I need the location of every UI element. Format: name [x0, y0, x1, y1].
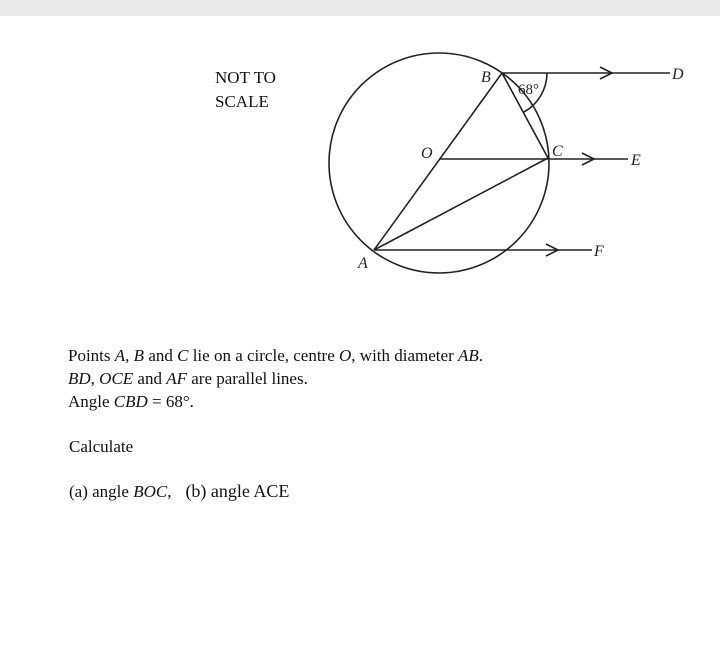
problem-line-3: Angle CBD = 68°.	[68, 392, 194, 411]
problem-line-1: Points A, B and C lie on a circle, centre O, with diameter AB.	[68, 346, 484, 365]
problem-statement	[68, 344, 483, 413]
part-b: (b) angle ACE	[185, 481, 290, 501]
label-f: F	[594, 243, 604, 260]
label-b: B	[481, 69, 491, 86]
problem-line-2: BD, OCE and AF are parallel lines.	[68, 369, 308, 388]
label-o: O	[421, 145, 433, 162]
note-line-1: NOT TO	[215, 68, 276, 87]
circle	[329, 53, 549, 273]
calculate-heading: Calculate	[69, 437, 134, 456]
label-d: D	[672, 66, 684, 83]
label-c: C	[552, 143, 563, 160]
label-e: E	[631, 152, 641, 169]
part-a: (a) angle BOC,	[69, 482, 172, 501]
diameter-ab	[374, 73, 502, 250]
angle-label: 68°	[518, 82, 539, 98]
note-line-2: SCALE	[215, 92, 269, 111]
label-a: A	[358, 255, 368, 272]
question-parts	[69, 481, 289, 502]
